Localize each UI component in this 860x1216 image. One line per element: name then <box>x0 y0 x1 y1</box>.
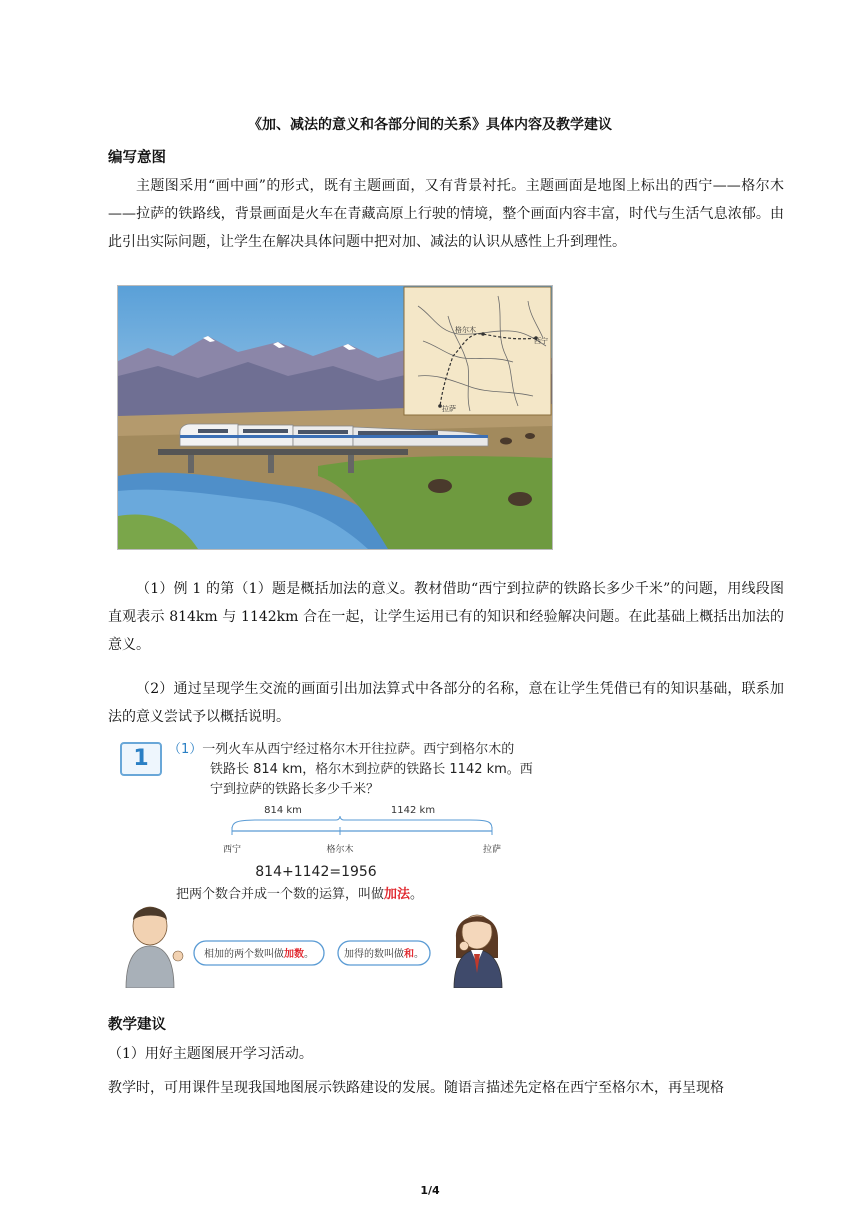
equation: 814+1142=1956 <box>255 864 377 880</box>
section-heading-suggestions: 教学建议 <box>108 1017 166 1033</box>
segment-label-1142: 1142 km <box>390 805 436 816</box>
boy-figure <box>126 907 183 988</box>
paragraph-suggestion-2: 教学时，可用课件呈现我国地图展示铁路建设的发展。随语言描述先定格在西宁至格尔木，再呈现格 <box>108 1080 724 1096</box>
page-number: 1/4 <box>420 1184 440 1197</box>
point-label-xining: 西宁 <box>222 845 242 855</box>
bubble-addends: 相加的两个数叫做加数。 <box>204 949 314 960</box>
example-number-badge: 1 <box>120 742 162 776</box>
question-line-1: 一列火车从西宁经过格尔木开往拉萨。西宁到格尔木的 <box>202 742 515 757</box>
example-question <box>168 740 533 800</box>
question-line-3: 宁到拉萨的铁路长多少千米？ <box>210 782 380 797</box>
girl-figure <box>454 915 502 988</box>
paragraph-example-1: （1）例 1 的第（1）题是概括加法的意义。教材借助“西宁到拉萨的铁路长多少千米”的问题，用线段图直观表示 814km 与 1142km 合在一起，让学生运用已有的知识和经验解决问题。在此基础上概括出加法的意义。 <box>108 581 784 653</box>
question-line-2: 铁路长 814 km，格尔木到拉萨的铁路长 1142 km。西 <box>210 762 533 777</box>
point-label-lhasa: 拉萨 <box>482 845 502 855</box>
paragraph-intent: 主题图采用“画中画”的形式，既有主题画面，又有背景衬托。主题画面是地图上标出的西宁——格尔木——拉萨的铁路线，背景画面是火车在青藏高原上行驶的情境，整个画面内容丰富，时代与生活气息浓郁。由此引出实际问题，让学生在解决具体问题中把对加、减法的认识从感性上升到理性。 <box>108 178 784 250</box>
theme-illustration <box>117 285 553 550</box>
paragraph-suggestion-1: （1）用好主题图展开学习活动。 <box>108 1046 313 1062</box>
map-inset <box>404 287 551 415</box>
definition-text: 把两个数合并成一个数的运算，叫做加法。 <box>176 887 424 902</box>
example-figure <box>118 738 538 988</box>
question-number: （1） <box>168 742 203 757</box>
bubble-sum: 加得的数叫做和。 <box>344 949 424 960</box>
segment-label-814: 814 km <box>264 805 302 816</box>
map-label-golmud: 格尔木 <box>455 326 476 334</box>
map-label-xining: 西宁 <box>534 337 548 345</box>
point-label-golmud: 格尔木 <box>326 845 354 855</box>
section-heading-intent: 编写意图 <box>108 150 166 166</box>
map-label-lhasa: 拉萨 <box>442 405 456 413</box>
paragraph-example-2: （2）通过呈现学生交流的画面引出加法算式中各部分的名称，意在让学生凭借已有的知识基础，联系加法的意义尝试予以概括说明。 <box>108 681 784 725</box>
document-title: 《加、减法的意义和各部分间的关系》具体内容及教学建议 <box>248 117 612 133</box>
